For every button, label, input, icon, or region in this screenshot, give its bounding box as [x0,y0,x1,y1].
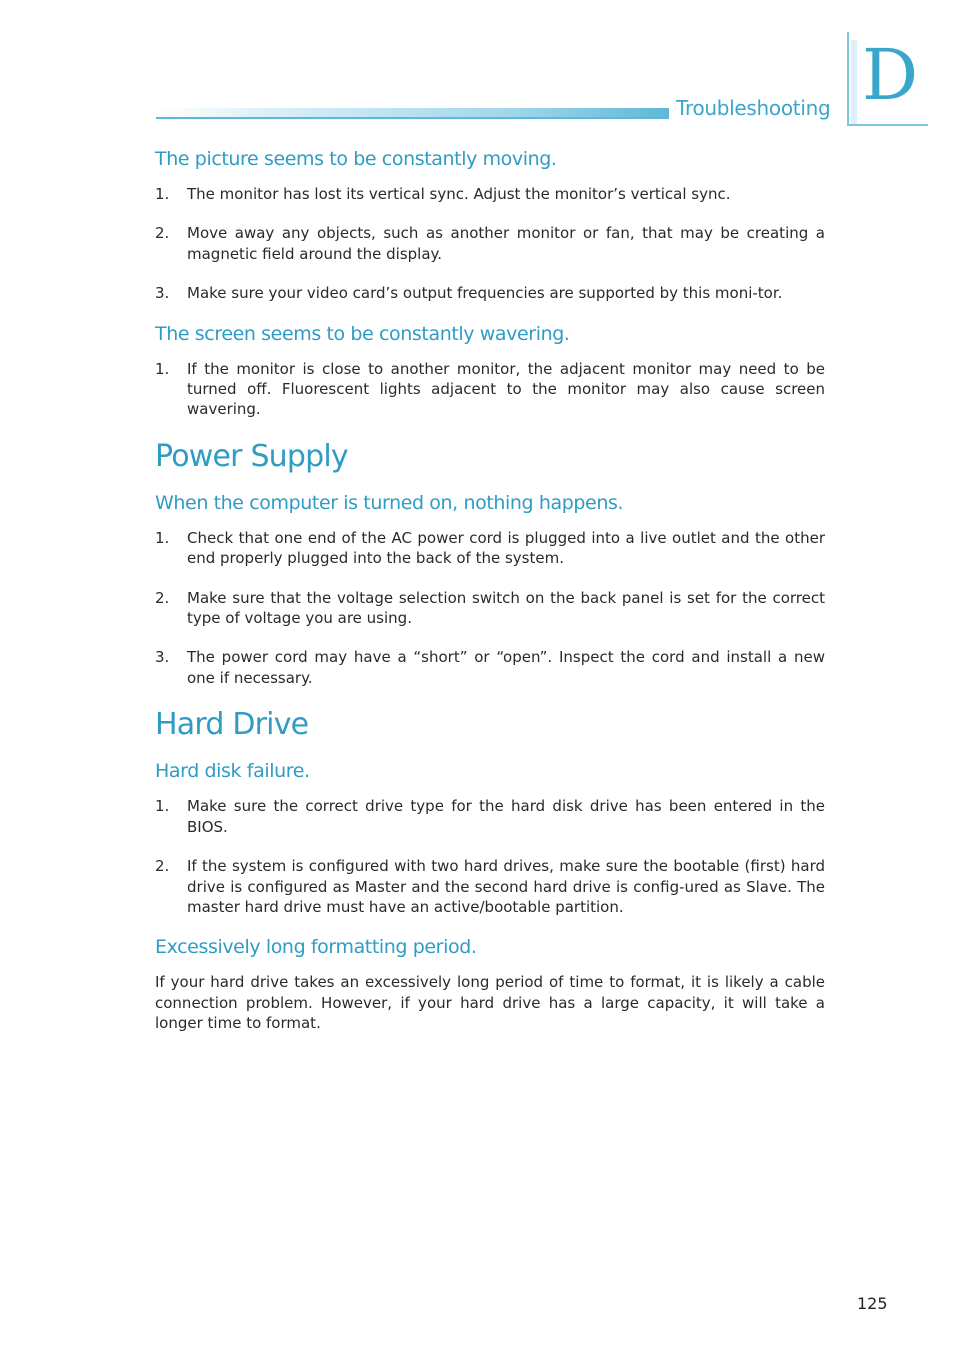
page-number: 125 [857,1294,888,1313]
list-item: 2. If the system is configured with two hard drives, make sure the bootable (first) hard drive is configured as Master and the second hard drive is config-ured as Slave. The master hard drive must have an active/bootable partition. [155,857,825,916]
list-item: 2. Make sure that the voltage selection switch on the back panel is set for the correct type of voltage you are using. [155,588,825,628]
wavering-steps-list [155,359,825,420]
subheading-hard-disk-failure: Hard disk failure. [155,760,310,783]
section-title-power-supply: Power Supply [155,438,348,474]
formatting-paragraph: If your hard drive takes an excessively long period of time to format, it is likely a cable connection problem. However, if your hard drive has a large capacity, it will take a longer time to format. [155,973,825,1033]
list-item: 2. Move away any objects, such as another monitor or fan, that may be creating a magnetic field around the display. [155,224,825,263]
page-content [155,148,825,1034]
list-item: 3. Make sure your video card’s output frequencies are supported by this moni-tor. [155,284,783,303]
subheading-wavering: The screen seems to be constantly wavering. [155,322,570,345]
hard-drive-steps-list [155,796,825,917]
section-title-hard-drive: Hard Drive [155,707,309,743]
subheading-moving: The picture seems to be constantly moving. [155,148,557,170]
chapter-tab-letter: D [862,34,919,116]
power-steps-list [155,528,825,688]
subheading-formatting: Excessively long formatting period. [155,936,477,959]
moving-steps-list [155,184,825,304]
header-rule [156,117,669,119]
list-item: 3. The power cord may have a “short” or “open”. Inspect the cord and install a new one if necessary. [155,648,825,687]
list-item: 1. Check that one end of the AC power cord is plugged into a live outlet and the other end properly plugged into the back of the system. [155,528,825,568]
list-item: 1. Make sure the correct drive type for the hard disk drive has been entered in the BIOS. [155,797,825,836]
subheading-nothing-happens: When the computer is turned on, nothing happens. [155,491,624,514]
list-item: 1. If the monitor is close to another monitor, the adjacent monitor may need to be turned off. Fluorescent lights adjacent to the monitor may also cause screen wavering. [155,359,825,419]
list-item: 1. The monitor has lost its vertical sync. Adjust the monitor’s vertical sync. [155,185,731,203]
chapter-title: Troubleshooting [676,96,831,120]
